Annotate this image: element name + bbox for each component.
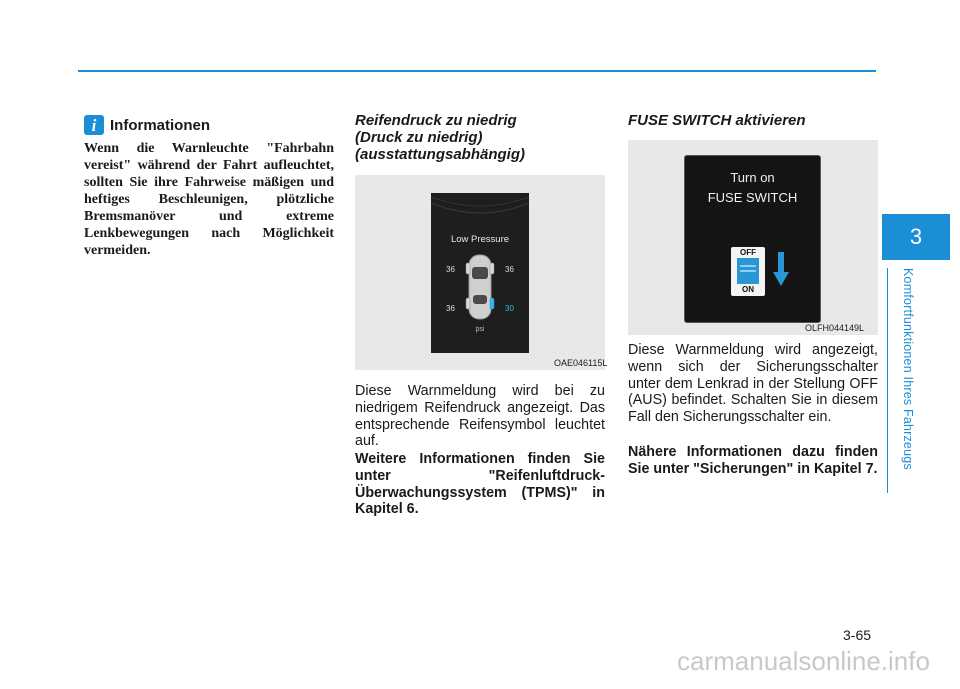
tire-rear-left-value: 36: [446, 304, 455, 313]
info-body: Wenn die Warnleuchte "Fahrbahn vereist" während der Fahrt aufleuchtet, sollten Sie ihre Fahrweise mäßigen und heftiges Beschleunigen, plötzliche Bremsmanöver und extreme Lenkbewegungen nach Möglichkeit vermeiden.: [84, 141, 334, 258]
cluster-screen: [431, 193, 529, 353]
tire-figure-code: OAE046115L: [554, 358, 608, 368]
fuse-section-title: FUSE SWITCH aktivieren: [628, 112, 806, 129]
fuse-switch-graphic: [731, 247, 765, 296]
fuse-switch-label: FUSE SWITCH: [707, 190, 798, 205]
fuse-paragraph-2: Nähere Informationen dazu finden Sie unter "Sicherungen" in Kapitel 7.: [628, 444, 878, 477]
fuse-figure-code: OLFH044149L: [805, 323, 865, 333]
screen-arc-decoration: [431, 193, 529, 223]
fuse-on-label: ON: [742, 285, 754, 294]
tire-rear-right-value: 30: [505, 304, 514, 313]
chapter-title: Komfortfunktionen Ihres Fahrzeugs: [901, 268, 915, 470]
car-top-view-icon: [465, 253, 495, 321]
tire-front-right-value: 36: [505, 265, 514, 274]
info-icon: i: [84, 115, 104, 135]
chapter-tab: [882, 214, 950, 260]
fuse-paragraph-1: Diese Warnmeldung wird angezeigt, wenn sich der Sicherungsschalter unter dem Lenkrad in der Stellung OFF (AUS) befindet. Schalten Sie in diesem Fall den Sicherungsschalter ein.: [628, 342, 878, 426]
chapter-number: 3: [909, 224, 923, 249]
page-number: 3-65: [843, 627, 872, 643]
low-pressure-label: Low Pressure: [450, 234, 510, 245]
fuse-off-label: OFF: [740, 248, 756, 257]
pressure-unit: psi: [475, 326, 485, 333]
info-header: [84, 115, 210, 135]
tire-section-title: Reifendruck zu niedrig (Druck zu niedrig) (ausstattungsabhängig): [355, 112, 526, 163]
fuse-slot: [737, 258, 759, 284]
footer-watermark: carmanualsonline.info: [677, 646, 930, 676]
turn-on-label: Turn on: [730, 170, 775, 185]
tire-paragraph-2: Weitere Informationen finden Sie unter "Reifenluftdruck-Überwachungssystem (TPMS)" in Kapitel 6.: [355, 451, 605, 518]
fuse-message-screen: [684, 155, 821, 323]
info-title: Informationen: [110, 116, 210, 134]
arrow-down-icon: [773, 252, 789, 288]
tire-front-left-value: 36: [446, 265, 455, 274]
side-rule: [887, 268, 888, 493]
tire-pressure-figure: [355, 175, 608, 370]
tire-paragraph-1: Diese Warnmeldung wird bei zu niedrigem Reifendruck angezeigt. Das entsprechende Reifensymbol leuchtet auf.: [355, 383, 605, 450]
fuse-switch-figure: [628, 140, 878, 335]
top-rule: [78, 70, 876, 72]
